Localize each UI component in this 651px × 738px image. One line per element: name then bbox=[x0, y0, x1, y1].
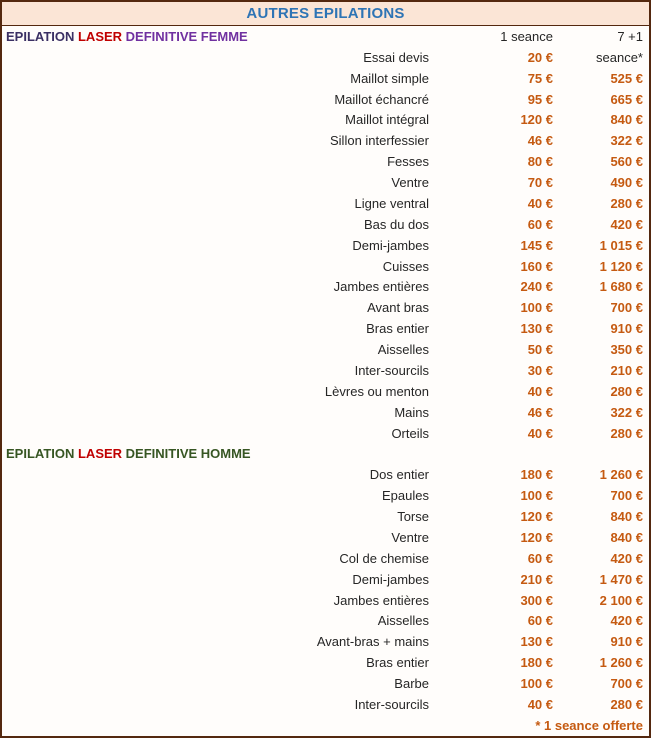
service-label: Avant bras bbox=[367, 300, 429, 316]
column-header-7-plus-1: 7 +1 bbox=[617, 28, 643, 44]
price-1-seance: 130 € bbox=[520, 634, 553, 650]
section-header-part: DEFINITIVE FEMME bbox=[122, 28, 248, 44]
service-label: Epaules bbox=[382, 488, 429, 504]
service-label: Bras entier bbox=[366, 321, 429, 337]
table-row bbox=[2, 360, 649, 381]
service-label: Dos entier bbox=[369, 467, 429, 483]
price-1-seance: 120 € bbox=[520, 529, 553, 545]
price-7-plus-1: 1 470 € bbox=[599, 571, 643, 587]
section-header-part: LASER bbox=[77, 446, 123, 462]
service-label: Aisselles bbox=[377, 613, 429, 629]
service-label: Ventre bbox=[391, 529, 429, 545]
price-7-plus-1: 840 € bbox=[610, 509, 643, 525]
service-label: Barbe bbox=[394, 676, 429, 692]
table-row bbox=[2, 151, 649, 172]
price-1-seance: 30 € bbox=[527, 362, 553, 378]
table-row bbox=[2, 652, 649, 673]
price-table-body bbox=[2, 26, 649, 736]
section-header-part: EPILATION bbox=[6, 446, 78, 462]
table-row bbox=[2, 611, 649, 632]
table-row bbox=[2, 130, 649, 151]
price-1-seance: 120 € bbox=[520, 509, 553, 525]
price-1-seance: 95 € bbox=[527, 91, 553, 107]
price-1-seance: 40 € bbox=[527, 425, 553, 441]
price-7-plus-1: 700 € bbox=[610, 300, 643, 316]
footer-row bbox=[2, 715, 649, 736]
section-header-femme bbox=[2, 29, 435, 44]
table-row bbox=[2, 485, 649, 506]
table-row bbox=[2, 694, 649, 715]
table-row bbox=[2, 47, 649, 68]
service-label: Col de chemise bbox=[339, 550, 429, 566]
price-1-seance: 40 € bbox=[527, 696, 553, 712]
table-row bbox=[2, 590, 649, 611]
price-1-seance: 80 € bbox=[527, 154, 553, 170]
price-1-seance: 120 € bbox=[520, 112, 553, 128]
price-7-plus-1: 322 € bbox=[610, 404, 643, 420]
table-row bbox=[2, 256, 649, 277]
table-row bbox=[2, 527, 649, 548]
price-7-plus-1: 910 € bbox=[610, 634, 643, 650]
price-1-seance: 46 € bbox=[527, 133, 553, 149]
table-row bbox=[2, 318, 649, 339]
service-label: Mains bbox=[394, 404, 429, 420]
service-label: Demi-jambes bbox=[352, 237, 429, 253]
service-label: Jambes entières bbox=[333, 279, 429, 295]
table-row bbox=[2, 506, 649, 527]
service-label: Fesses bbox=[387, 154, 429, 170]
service-label: Jambes entières bbox=[333, 592, 429, 608]
price-7-plus-1: 420 € bbox=[610, 216, 643, 232]
price-7-plus-1: 560 € bbox=[610, 154, 643, 170]
price-7-plus-1: 490 € bbox=[610, 175, 643, 191]
price-1-seance: 180 € bbox=[520, 655, 553, 671]
column-header-1-seance: 1 seance bbox=[500, 28, 553, 44]
price-7-plus-1: 1 260 € bbox=[599, 467, 643, 483]
table-row bbox=[2, 172, 649, 193]
price-7-plus-1: 280 € bbox=[610, 425, 643, 441]
price-1-seance: 60 € bbox=[527, 613, 553, 629]
service-label: Essai devis bbox=[363, 49, 429, 65]
table-row bbox=[2, 381, 649, 402]
price-1-seance: 100 € bbox=[520, 488, 553, 504]
price-1-seance: 20 € bbox=[527, 49, 553, 65]
section-header-part: EPILATION bbox=[6, 28, 78, 44]
table-row bbox=[2, 277, 649, 298]
price-1-seance: 40 € bbox=[527, 195, 553, 211]
table-row bbox=[2, 339, 649, 360]
price-1-seance: 100 € bbox=[520, 676, 553, 692]
service-label: Ventre bbox=[391, 175, 429, 191]
service-label: Sillon interfessier bbox=[330, 133, 429, 149]
price-7-plus-1: seance* bbox=[596, 49, 643, 65]
price-7-plus-1: 2 100 € bbox=[599, 592, 643, 608]
service-label: Inter-sourcils bbox=[354, 696, 429, 712]
service-label: Torse bbox=[397, 509, 429, 525]
price-7-plus-1: 700 € bbox=[610, 488, 643, 504]
footnote: * 1 seance offerte bbox=[535, 717, 643, 733]
price-7-plus-1: 665 € bbox=[610, 91, 643, 107]
section-header-part: DEFINITIVE HOMME bbox=[122, 446, 251, 462]
price-7-plus-1: 840 € bbox=[610, 112, 643, 128]
price-1-seance: 100 € bbox=[520, 300, 553, 316]
table-row bbox=[2, 110, 649, 131]
price-7-plus-1: 210 € bbox=[610, 362, 643, 378]
table-row bbox=[2, 402, 649, 423]
price-1-seance: 60 € bbox=[527, 216, 553, 232]
price-1-seance: 70 € bbox=[527, 175, 553, 191]
price-1-seance: 130 € bbox=[520, 321, 553, 337]
service-label: Cuisses bbox=[382, 258, 429, 274]
table-row bbox=[2, 423, 649, 444]
page-title: AUTRES EPILATIONS bbox=[2, 2, 649, 26]
price-7-plus-1: 350 € bbox=[610, 342, 643, 358]
price-7-plus-1: 840 € bbox=[610, 529, 643, 545]
price-7-plus-1: 700 € bbox=[610, 676, 643, 692]
table-row bbox=[2, 673, 649, 694]
table-row bbox=[2, 631, 649, 652]
price-7-plus-1: 280 € bbox=[610, 195, 643, 211]
table-row bbox=[2, 193, 649, 214]
service-label: Bras entier bbox=[366, 655, 429, 671]
price-7-plus-1: 1 680 € bbox=[599, 279, 643, 295]
table-row bbox=[2, 297, 649, 318]
price-7-plus-1: 1 015 € bbox=[599, 237, 643, 253]
table-row bbox=[2, 89, 649, 110]
price-1-seance: 160 € bbox=[520, 258, 553, 274]
service-label: Demi-jambes bbox=[352, 571, 429, 587]
service-label: Orteils bbox=[391, 425, 429, 441]
section-header-homme bbox=[2, 446, 435, 461]
price-7-plus-1: 280 € bbox=[610, 696, 643, 712]
price-7-plus-1: 420 € bbox=[610, 550, 643, 566]
service-label: Avant-bras + mains bbox=[316, 634, 429, 650]
price-1-seance: 300 € bbox=[520, 592, 553, 608]
section-header-part: LASER bbox=[77, 28, 123, 44]
price-7-plus-1: 280 € bbox=[610, 383, 643, 399]
service-label: Maillot intégral bbox=[345, 112, 429, 128]
price-7-plus-1: 420 € bbox=[610, 613, 643, 629]
price-1-seance: 75 € bbox=[527, 70, 553, 86]
section-header-row-homme bbox=[2, 444, 649, 465]
table-row bbox=[2, 68, 649, 89]
price-7-plus-1: 910 € bbox=[610, 321, 643, 337]
price-7-plus-1: 525 € bbox=[610, 70, 643, 86]
price-7-plus-1: 1 260 € bbox=[599, 655, 643, 671]
price-1-seance: 46 € bbox=[527, 404, 553, 420]
price-7-plus-1: 1 120 € bbox=[599, 258, 643, 274]
table-row bbox=[2, 214, 649, 235]
table-row bbox=[2, 235, 649, 256]
price-1-seance: 240 € bbox=[520, 279, 553, 295]
section-header-row-femme bbox=[2, 26, 649, 47]
price-1-seance: 180 € bbox=[520, 467, 553, 483]
price-1-seance: 40 € bbox=[527, 383, 553, 399]
service-label: Maillot simple bbox=[350, 70, 429, 86]
price-7-plus-1: 322 € bbox=[610, 133, 643, 149]
table-row bbox=[2, 548, 649, 569]
price-1-seance: 50 € bbox=[527, 342, 553, 358]
service-label: Ligne ventral bbox=[354, 195, 429, 211]
service-label: Maillot échancré bbox=[334, 91, 429, 107]
service-label: Lèvres ou menton bbox=[324, 383, 429, 399]
price-1-seance: 60 € bbox=[527, 550, 553, 566]
service-label: Bas du dos bbox=[363, 216, 429, 232]
service-label: Inter-sourcils bbox=[354, 362, 429, 378]
table-row bbox=[2, 569, 649, 590]
service-label: Aisselles bbox=[377, 342, 429, 358]
price-1-seance: 210 € bbox=[520, 571, 553, 587]
price-1-seance: 145 € bbox=[520, 237, 553, 253]
table-row bbox=[2, 464, 649, 485]
